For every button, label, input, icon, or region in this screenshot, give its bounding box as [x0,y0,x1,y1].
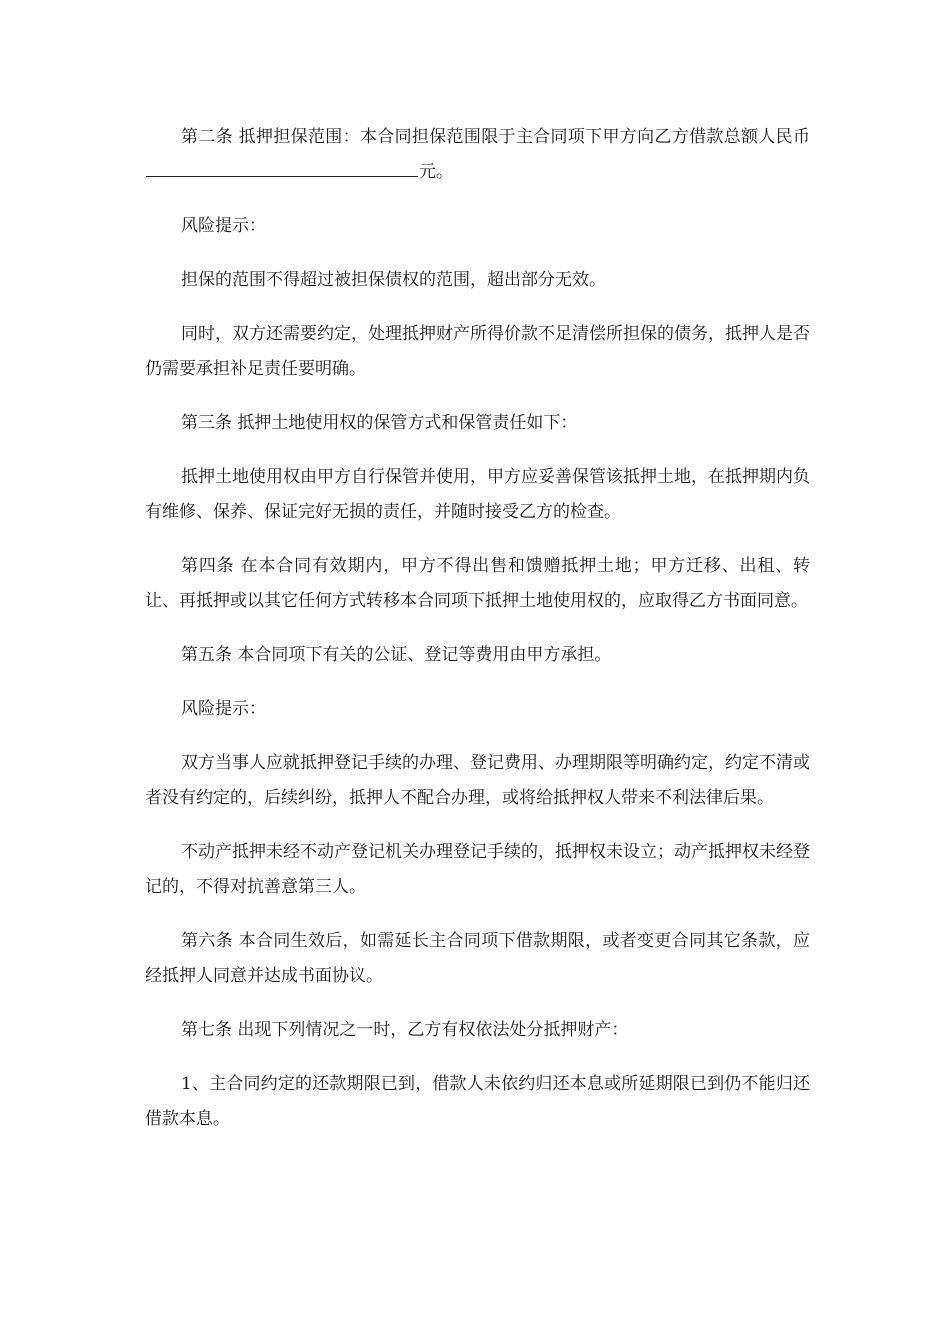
article-2-suffix: 元。 [419,162,453,182]
risk-notice-paragraph: 不动产抵押未经不动产登记机关办理登记手续的，抵押权未设立；动产抵押权未经登记的，不得对抗善意第三人。 [145,842,810,897]
article-7-paragraph: 第七条 出现下列情况之一时，乙方有权依法处分抵押财产： [181,1020,629,1040]
article-4-paragraph: 第四条 在本合同有效期内，甲方不得出售和馈赠抵押土地；甲方迁移、出租、转让、再抵押或以其它任何方式转移本合同项下抵押土地使用权的，应取得乙方书面同意。 [145,556,810,611]
amount-blank-field[interactable] [146,158,418,177]
risk-notice-paragraph: 双方当事人应就抵押登记手续的办理、登记费用、办理期限等明确约定，约定不清或者没有约定的，后续纠纷，抵押人不配合办理，或将给抵押权人带来不利法律后果。 [145,753,810,808]
risk-notice-paragraph: 同时，双方还需要约定，处理抵押财产所得价款不足清偿所担保的债务，抵押人是否仍需要承担补足责任要明确。 [145,324,810,379]
risk-notice-heading: 风险提示： [181,699,266,719]
article-7-item-1: 1、主合同约定的还款期限已到，借款人未依约归还本息或所延期限已到仍不能归还借款本息。 [145,1074,810,1129]
risk-notice-paragraph: 担保的范围不得超过被担保债权的范围，超出部分无效。 [181,270,606,290]
article-2-paragraph [145,120,810,190]
risk-notice-heading: 风险提示： [181,216,266,236]
article-3-body-paragraph: 抵押土地使用权由甲方自行保管并使用，甲方应妥善保管该抵押土地，在抵押期内负有维修、保养、保证完好无损的责任，并随时接受乙方的检查。 [145,467,810,522]
article-3-paragraph: 第三条 抵押土地使用权的保管方式和保管责任如下： [181,413,578,433]
article-6-paragraph: 第六条 本合同生效后，如需延长主合同项下借款期限，或者变更合同其它条款，应经抵押人同意并达成书面协议。 [145,931,810,986]
article-5-paragraph: 第五条 本合同项下有关的公证、登记等费用由甲方承担。 [181,645,612,665]
document-body [145,120,810,1156]
article-2-text: 第二条 抵押担保范围：本合同担保范围限于主合同项下甲方向乙方借款总额人民币 [181,127,810,147]
